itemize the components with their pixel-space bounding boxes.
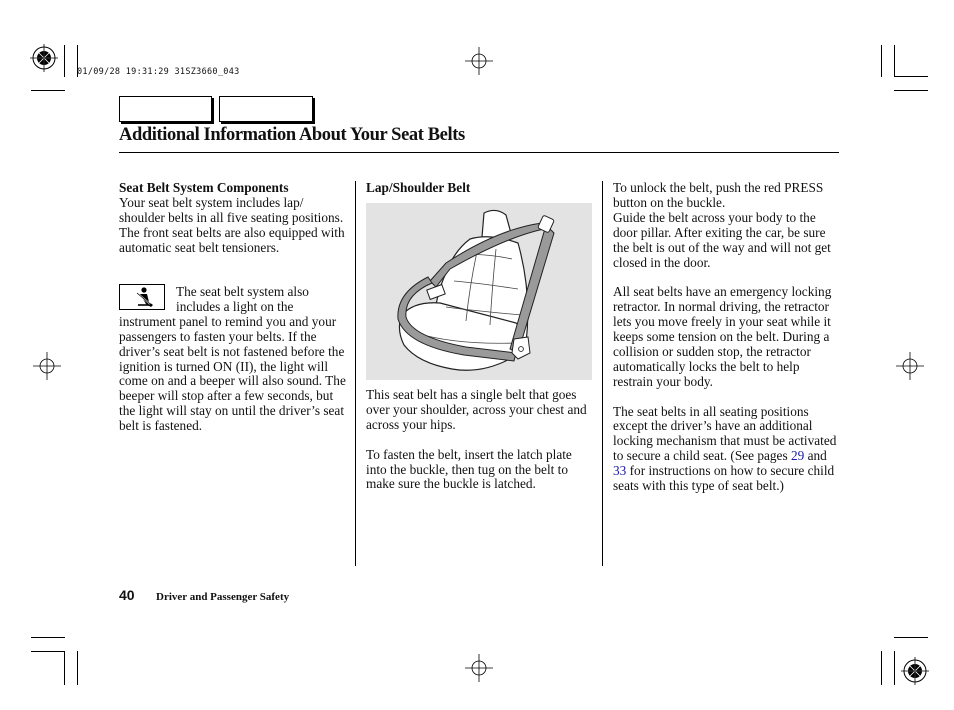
- column-2-heading: [366, 181, 594, 196]
- print-stamp: 01/09/28 19:31:29 31SZ3660_043: [77, 67, 240, 77]
- page-number: 40: [119, 587, 135, 603]
- body-paragraph: All seat belts have an emergency locking retractor. In normal driving, the retractor lets you move freely in your seat while it keeps some tension on the belt. During a collision or sudden stop, the retractor automatically locks the belt to help restrain your body.: [613, 284, 832, 389]
- column-divider: [602, 181, 603, 566]
- page-link-33[interactable]: 33: [613, 463, 627, 479]
- reminder-text-beside-icon: [176, 285, 348, 315]
- reminder-text-rest: [119, 315, 349, 434]
- crosshair-mark-icon: [465, 47, 493, 75]
- body-paragraph: [613, 405, 842, 494]
- section-heading: Lap/Shoulder Belt: [366, 180, 471, 195]
- body-paragraph: This seat belt has a single belt that goes over your shoulder, across your chest and across your hips.: [366, 387, 587, 432]
- section-heading: Seat Belt System Components: [119, 180, 289, 195]
- column-1: [119, 181, 347, 256]
- text-run: and: [807, 448, 827, 464]
- text-run: for instructions on how to secure child seats with this type of seat belt.): [613, 463, 835, 494]
- body-paragraph: Guide the belt across your body to the door pillar. After exiting the car, be sure the belt is out of the way and will not get closed in the door.: [613, 209, 831, 270]
- page-title: Additional Information About Your Seat Belts: [119, 125, 465, 145]
- title-rule: [119, 152, 839, 153]
- page-link-29[interactable]: 29: [790, 448, 805, 464]
- seat-with-lap-shoulder-belt-illustration: [366, 203, 592, 380]
- crosshair-mark-icon: [33, 352, 61, 380]
- nav-tab-box[interactable]: [219, 96, 313, 122]
- body-paragraph: instrument panel to remind you and your passengers to fasten your belts. If the driver’s seat belt is not fastened before the ignition is turned ON (II), the light will come on and a beeper will also sound. The beeper will stop after a few seconds, but the light will stay on until the driver’s seat belt is fastened.: [119, 313, 346, 434]
- crosshair-mark-icon: [465, 654, 493, 682]
- text-run: The seat belts in all seating positions except the driver’s have an additional locking mechanism that must be activated to secure a child seat. (See pages: [613, 403, 837, 464]
- column-divider: [355, 181, 356, 566]
- column-3: [613, 181, 842, 494]
- nav-tab-box[interactable]: [119, 96, 212, 122]
- body-paragraph: Your seat belt system includes lap/ shoulder belts in all five seating positions. The front seat belts are also equipped with automatic seat belt tensioners.: [119, 194, 345, 255]
- seat-belt-reminder-icon: [119, 284, 165, 310]
- crosshair-mark-icon: [896, 352, 924, 380]
- body-paragraph: To fasten the belt, insert the latch plate into the buckle, then tug on the belt to make sure the buckle is latched.: [366, 446, 572, 492]
- registration-target-icon: [901, 657, 929, 685]
- registration-target-icon: [30, 44, 58, 72]
- column-2-text: [366, 388, 594, 492]
- body-paragraph: To unlock the belt, push the red PRESS button on the buckle.: [613, 180, 824, 210]
- body-paragraph: The seat belt system also includes a light on the: [176, 284, 309, 314]
- section-name: Driver and Passenger Safety: [156, 591, 290, 603]
